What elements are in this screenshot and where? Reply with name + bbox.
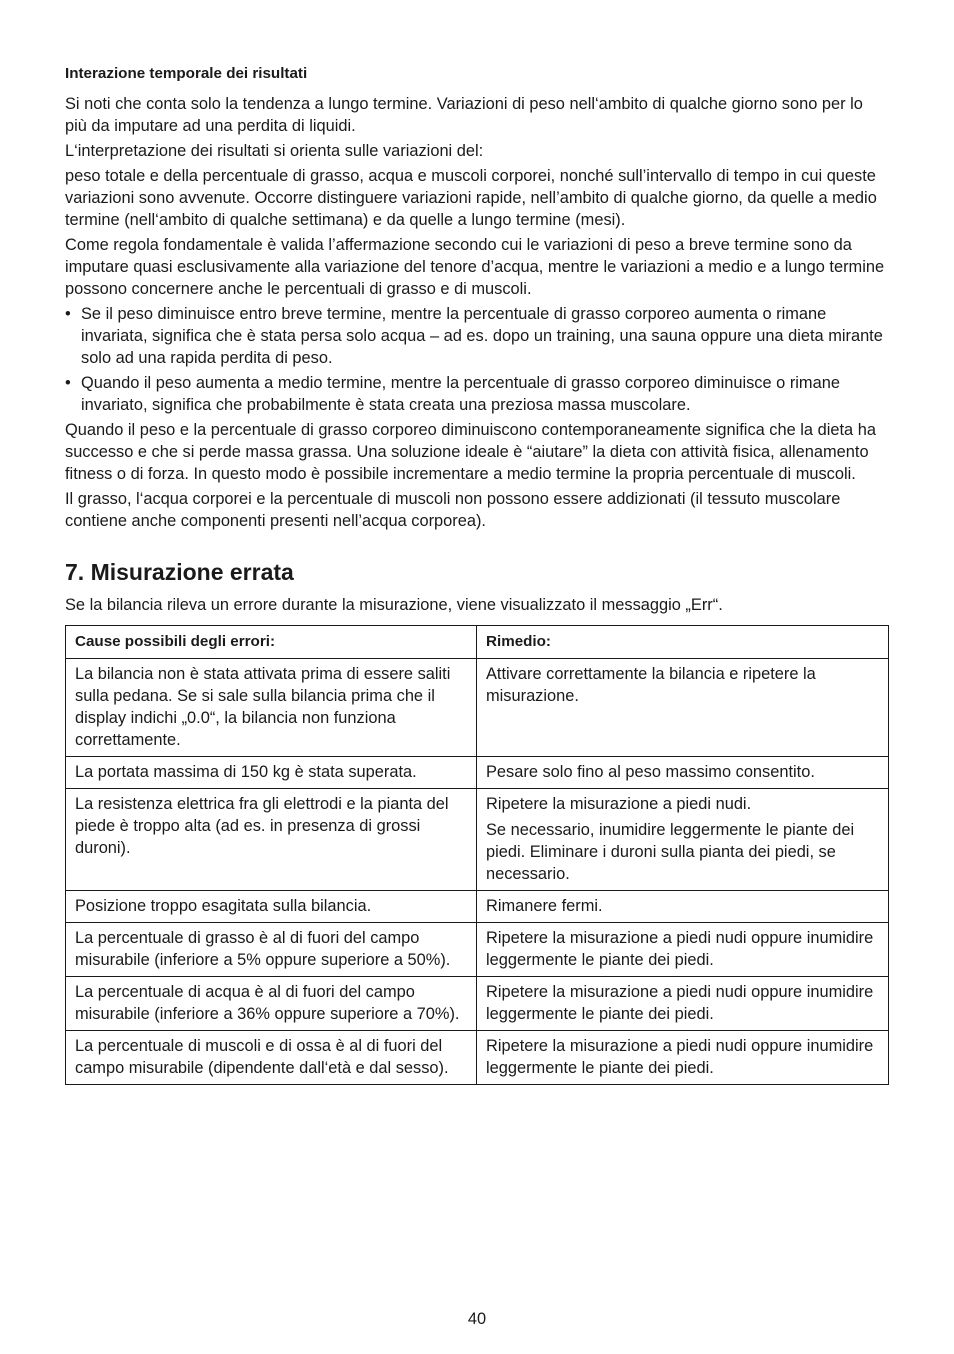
table-row [66,1031,889,1085]
bullet-list [65,303,889,416]
paragraph: L‘interpretazione dei risultati si orienta sulle variazioni del: [65,142,484,160]
remedy-cell: Ripetere la misurazione a piedi nudi. Se necessario, inumidire leggermente le piante dei piedi. Eliminare i duroni sulla pianta dei piedi, se necessario. [477,789,889,891]
remedy-cell: Attivare correttamente la bilancia e ripetere la misurazione. [477,659,889,757]
table-row [66,923,889,977]
cause-cell: La bilancia non è stata attivata prima di essere saliti sulla pedana. Se si sale sulla bilancia prima che il display indichi „0.0“, la bilancia non funziona correttamente. [66,659,477,757]
cause-cell: La percentuale di muscoli e di ossa è al di fuori del campo misurabile (dipendente dall‘età e dal sesso). [66,1031,477,1085]
remedy-cell: Pesare solo fino al peso massimo consentito. [477,757,889,789]
paragraph: Si noti che conta solo la tendenza a lungo termine. Variazioni di peso nell‘ambito di qualche giorno sono per lo più da imputare ad una perdita di liquidi. [65,95,863,135]
cause-cell: La resistenza elettrica fra gli elettrodi e la pianta del piede è troppo alta (ad es. in presenza di grossi duroni). [66,789,477,891]
table-row [66,789,889,891]
remedy-cell: Ripetere la misurazione a piedi nudi oppure inumidire leggermente le piante dei piedi. [477,977,889,1031]
paragraph: Quando il peso e la percentuale di grasso corporeo diminuiscono contemporaneamente significa che la dieta ha successo e che si perde massa grassa. Una soluzione ideale è “aiutare” la dieta con attività fisica, allenamento fitness o di forza. In questo modo è possibile incrementare a medio termine la propria percentuale di muscoli. [65,421,876,483]
section-intro: Se la bilancia rileva un errore durante la misurazione, viene visualizzato il messaggio „Err“. [65,596,723,614]
cause-cell: La portata massima di 150 kg è stata superata. [66,757,477,789]
paragraph: Come regola fondamentale è valida l’affermazione secondo cui le variazioni di peso a breve termine sono da imputare quasi esclusivamente alla variazione del tenore d’acqua, mentre le variazioni a medio e a lungo termine possono concernere anche le percentuali di grasso e di muscoli. [65,236,885,298]
paragraph: peso totale e della percentuale di grasso, acqua e muscoli corporei, nonché sull’intervallo di tempo in cui queste variazioni sono avvenute. Occorre distinguere variazioni rapide, nell’ambito di qualche giorno, da quelle a medio termine (nell‘ambito di qualche settimana) e da quelle a lungo termine (mesi). [65,167,877,229]
table-row [66,891,889,923]
paragraph: Il grasso, l‘acqua corporei e la percentuale di muscoli non possono essere addizionati (il tessuto muscolare contiene anche componenti presenti nell’acqua corporea). [65,490,841,530]
remedy-cell: Ripetere la misurazione a piedi nudi oppure inumidire leggermente le piante dei piedi. [477,923,889,977]
table-header-row [66,626,889,659]
cause-cell: La percentuale di grasso è al di fuori del campo misurabile (inferiore a 5% oppure superiore a 50%). [66,923,477,977]
bullet-item: • Quando il peso aumenta a medio termine, mentre la percentuale di grasso corporeo diminuisce o rimane invariato, significa che probabilmente è stata creata una preziosa massa muscolare. [65,372,889,416]
section-title: 7. Misurazione errata [65,559,294,585]
remedy-cell: Rimanere fermi. [477,891,889,923]
subsection-heading: Interazione temporale dei risultati [65,65,308,82]
page-content [65,63,889,1085]
table-row [66,757,889,789]
cause-cell: Posizione troppo esagitata sulla bilancia. [66,891,477,923]
column-header-remedy: Rimedio: [477,626,889,659]
column-header-causes: Cause possibili degli errori: [66,626,477,659]
table-row [66,659,889,757]
table-row [66,977,889,1031]
bullet-item: • Se il peso diminuisce entro breve termine, mentre la percentuale di grasso corporeo aumenta o rimane invariata, significa che è stata persa solo acqua – ad es. dopo un training, una sauna oppure una dieta mirante solo ad una rapida perdita di peso. [65,303,889,369]
page-number: 40 [467,1310,487,1328]
remedy-cell: Ripetere la misurazione a piedi nudi oppure inumidire leggermente le piante dei piedi. [477,1031,889,1085]
error-table [65,625,889,1085]
cause-cell: La percentuale di acqua è al di fuori del campo misurabile (inferiore a 36% oppure superiore a 70%). [66,977,477,1031]
